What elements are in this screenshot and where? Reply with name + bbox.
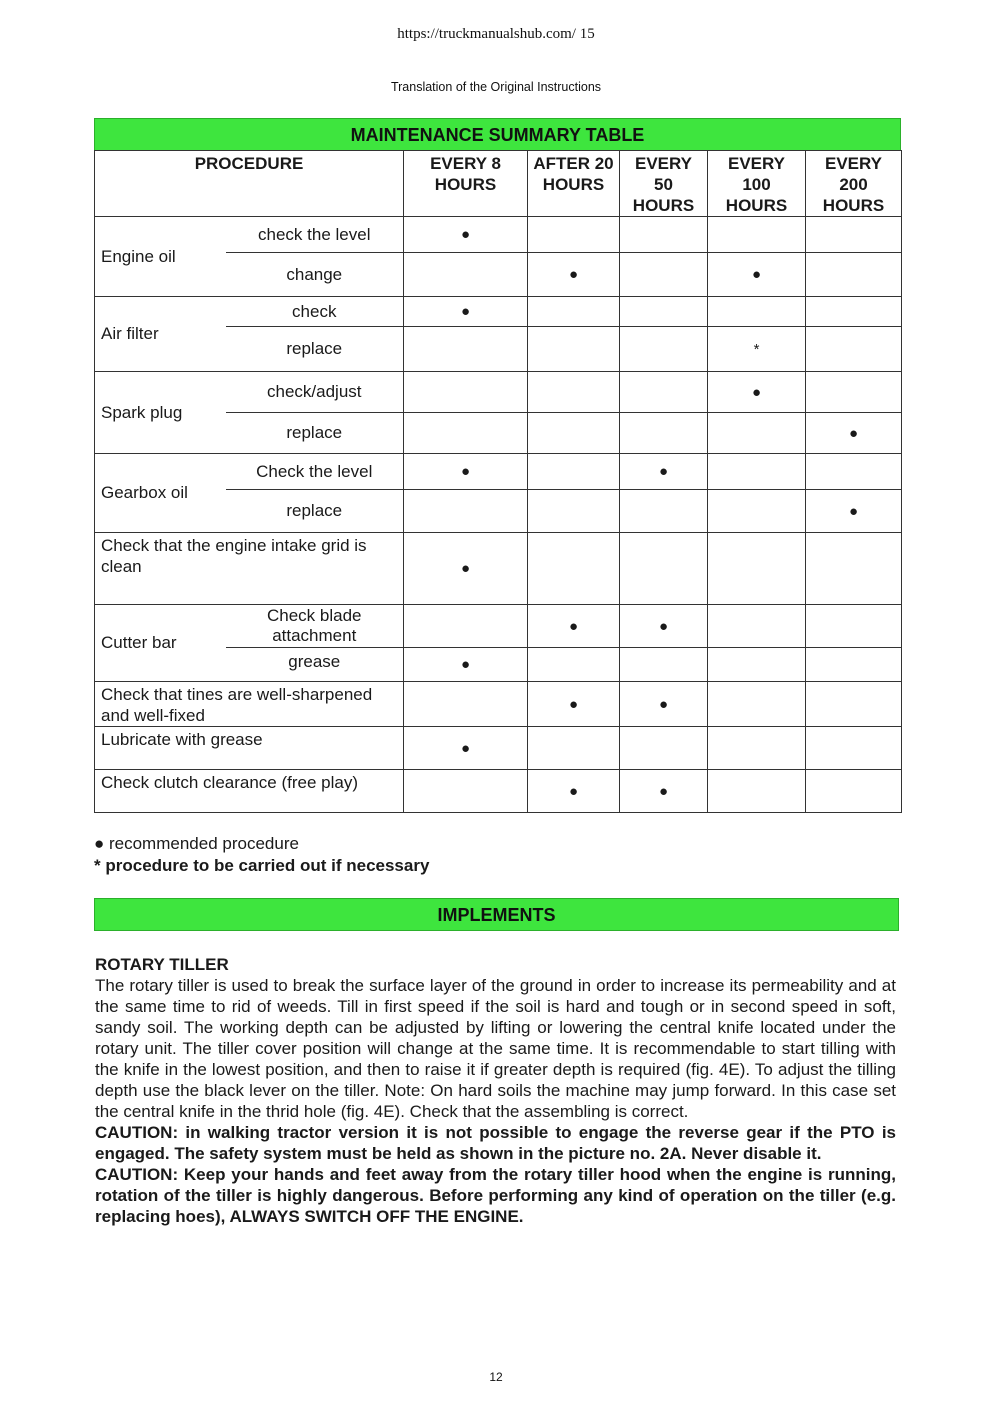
mark-cell (806, 454, 902, 490)
mark-cell: ● (528, 605, 620, 648)
mark-cell (620, 413, 708, 454)
mark-cell (708, 217, 806, 253)
table-row (95, 297, 902, 327)
col-header-procedure: PROCEDURE (95, 151, 404, 217)
mark-cell (528, 372, 620, 413)
mark-cell: ● (620, 770, 708, 813)
mark-cell (620, 253, 708, 297)
mark-cell (806, 372, 902, 413)
mark-cell (806, 682, 902, 727)
mark-cell (404, 490, 528, 533)
mark-cell (806, 253, 902, 297)
legend-recommended: ● recommended procedure (94, 834, 299, 853)
task-label: check (226, 297, 404, 327)
caution-reverse-gear: CAUTION: in walking tractor version it is not possible to engage the reverse gear if the PTO is engaged. The safety system must be held as shown in the picture no. 2A. Never disable it. (95, 1123, 896, 1163)
mark-cell: ● (620, 682, 708, 727)
group-gearbox-oil: Gearbox oil (95, 454, 226, 533)
mark-cell: ● (404, 648, 528, 682)
mark-cell (404, 770, 528, 813)
maintenance-summary-table (94, 150, 902, 813)
mark-cell (404, 327, 528, 372)
mark-cell (620, 327, 708, 372)
mark-cell (708, 533, 806, 605)
table-row (95, 372, 902, 413)
legend-if-necessary (94, 856, 429, 876)
mark-cell (708, 413, 806, 454)
group-engine-oil: Engine oil (95, 217, 226, 297)
mark-cell: ● (806, 413, 902, 454)
group-cutter-bar: Cutter bar (95, 605, 226, 682)
col-header-every-100-hours: EVERY 100 HOURS (708, 151, 806, 217)
mark-cell (708, 770, 806, 813)
table-row (95, 727, 902, 770)
rotary-tiller-section (95, 954, 896, 1227)
mark-cell (708, 454, 806, 490)
task-label: check the level (226, 217, 404, 253)
mark-cell (528, 327, 620, 372)
mark-cell: ● (404, 454, 528, 490)
mark-cell (806, 217, 902, 253)
task-label: replace (226, 413, 404, 454)
mark-cell (806, 648, 902, 682)
mark-cell (528, 533, 620, 605)
task-label: replace (226, 327, 404, 372)
mark-cell (806, 297, 902, 327)
mark-cell (528, 217, 620, 253)
col-header-after-20-hours: AFTER 20 HOURS (528, 151, 620, 217)
task-label: grease (226, 648, 404, 682)
mark-cell (806, 533, 902, 605)
table-row (95, 533, 902, 605)
mark-cell (620, 533, 708, 605)
table-row (95, 217, 902, 253)
task-clutch: Check clutch clearance (free play) (95, 770, 404, 813)
task-label: change (226, 253, 404, 297)
group-spark-plug: Spark plug (95, 372, 226, 454)
mark-cell (620, 490, 708, 533)
mark-cell: ● (708, 372, 806, 413)
implements-title: IMPLEMENTS (94, 898, 899, 931)
mark-cell: ● (404, 217, 528, 253)
mark-cell (620, 297, 708, 327)
page-number: 12 (489, 1370, 503, 1384)
task-label: Check the level (226, 454, 404, 490)
asterisk-icon: * (94, 856, 101, 875)
task-tines: Check that tines are well-sharpened and well-fixed (95, 682, 404, 727)
rotary-tiller-heading: ROTARY TILLER (95, 955, 229, 974)
rotary-tiller-paragraph: The rotary tiller is used to break the surface layer of the ground in order to increase its permeability and at the same time to rid of weeds. Till in first speed if the soil is hard and tough or in second speed in soft, sandy soil. The working depth can be adjusted by lifting or lowering the central knife located under the rotary unit. The tiller cover position will change at the same time. It is recommendable to start tilling with the knife in the lowest position, and then to raise it if greater depth is required (fig. 4E). To adjust the tilling depth use the black lever on the tiller. Note: On hard soils the machine may jump forward. In this case set the central knife in the thrid hole (fig. 4E). Check that the assembling is correct. (95, 976, 896, 1121)
mark-cell (404, 253, 528, 297)
mark-cell (806, 327, 902, 372)
mark-cell (708, 727, 806, 770)
mark-cell (620, 217, 708, 253)
document-subtitle: Translation of the Original Instructions (390, 80, 602, 94)
mark-cell (708, 490, 806, 533)
source-url: https://truckmanualshub.com/ 15 (397, 26, 595, 42)
mark-cell: ● (620, 605, 708, 648)
mark-cell: * (708, 327, 806, 372)
col-header-every-50-hours: EVERY 50 HOURS (620, 151, 708, 217)
table-row (95, 454, 902, 490)
legend-if-necessary-text: procedure to be carried out if necessary (105, 856, 430, 875)
table-row (95, 605, 902, 648)
mark-cell (528, 413, 620, 454)
task-label: replace (226, 490, 404, 533)
mark-cell (708, 605, 806, 648)
mark-cell (528, 490, 620, 533)
mark-cell (620, 727, 708, 770)
mark-cell (620, 372, 708, 413)
mark-cell: ● (404, 297, 528, 327)
mark-cell: ● (528, 682, 620, 727)
mark-cell (708, 297, 806, 327)
task-label: Check blade attachment (226, 605, 404, 648)
task-label: check/adjust (226, 372, 404, 413)
mark-cell (528, 727, 620, 770)
mark-cell (528, 454, 620, 490)
mark-cell (708, 648, 806, 682)
mark-cell (528, 297, 620, 327)
col-header-every-8-hours: EVERY 8 HOURS (404, 151, 528, 217)
col-header-every-200-hours: EVERY 200 HOURS (806, 151, 902, 217)
caution-tiller-hood: CAUTION: Keep your hands and feet away from the rotary tiller hood when the engine is running, rotation of the tiller is highly dangerous. Before performing any kind of operation on the tiller (e.g. replacing hoes), ALWAYS SWITCH OFF THE ENGINE. (95, 1165, 896, 1226)
mark-cell: ● (404, 727, 528, 770)
mark-cell: ● (528, 770, 620, 813)
mark-cell: ● (620, 454, 708, 490)
task-lubricate: Lubricate with grease (95, 727, 404, 770)
mark-cell (806, 770, 902, 813)
mark-cell: ● (708, 253, 806, 297)
maintenance-table-title: MAINTENANCE SUMMARY TABLE (94, 118, 901, 151)
table-row (95, 682, 902, 727)
mark-cell (404, 372, 528, 413)
mark-cell (806, 727, 902, 770)
task-intake-grid: Check that the engine intake grid is clean (95, 533, 404, 605)
mark-cell: ● (404, 533, 528, 605)
table-header-row (95, 151, 902, 217)
group-air-filter: Air filter (95, 297, 226, 372)
mark-cell: ● (528, 253, 620, 297)
mark-cell (806, 605, 902, 648)
mark-cell (528, 648, 620, 682)
mark-cell (404, 605, 528, 648)
mark-cell (620, 648, 708, 682)
table-row (95, 770, 902, 813)
mark-cell (404, 682, 528, 727)
mark-cell (404, 413, 528, 454)
mark-cell (708, 682, 806, 727)
mark-cell: ● (806, 490, 902, 533)
